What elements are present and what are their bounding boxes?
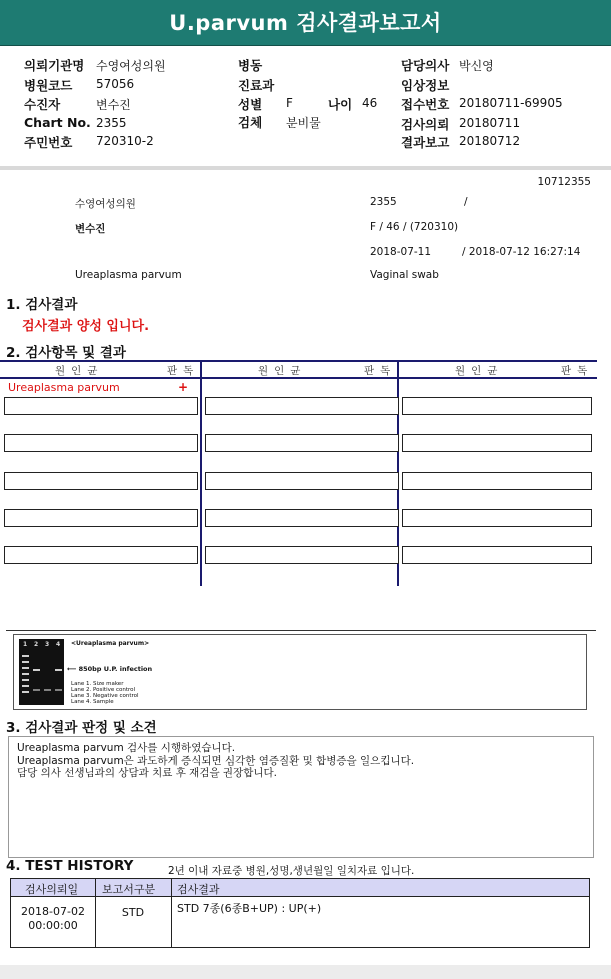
section3-title: 3. 검사결과 판정 및 소견: [6, 720, 157, 736]
document-number: 10712355: [537, 176, 591, 188]
result-cell: [402, 546, 592, 564]
result-cell: [402, 509, 592, 527]
plain-chart: 2355: [370, 196, 397, 208]
result-cell: [205, 434, 399, 452]
result-cell: [402, 397, 592, 415]
result-cell: [4, 546, 198, 564]
col2-cause-header: 원인균: [258, 365, 307, 377]
result-cell: [4, 397, 198, 415]
sample-band: [55, 669, 62, 671]
plain-specimen: Vaginal swab: [370, 269, 439, 281]
result-cell: [205, 509, 399, 527]
id-label: 주민번호: [24, 135, 73, 150]
opinion-line-3: 담당 의사 선생님과의 상담과 치료 후 재검을 권장합니다.: [17, 767, 277, 779]
ladder-band: [22, 655, 29, 657]
result-cell: [4, 472, 198, 490]
opinion-line-1: Ureaplasma parvum 검사를 시행하였습니다.: [17, 742, 236, 754]
history-col-divider: [171, 879, 172, 947]
col3-judge-header: 판독: [561, 365, 594, 377]
history-date: 2018-07-02: [21, 905, 85, 918]
patient-value: 변수진: [96, 98, 131, 112]
col1-cause-header: 원인균: [55, 365, 104, 377]
ladder-band: [22, 679, 29, 681]
patient-label: 수진자: [24, 97, 61, 112]
history-type: STD: [121, 906, 145, 919]
history-time: 00:00:00: [28, 919, 78, 932]
receipt-value: 20180711-69905: [459, 96, 563, 110]
plain-organism: Ureaplasma parvum: [75, 269, 182, 281]
ladder-band: [22, 667, 29, 669]
primer-band: [33, 689, 40, 691]
result-cell: [4, 509, 198, 527]
gel-lane-2-desc: Lane 2. Positive control: [71, 687, 136, 693]
sex-label: 성별: [238, 97, 263, 112]
result-item-sign: +: [178, 380, 189, 394]
col1-judge-header: 판독: [167, 365, 200, 377]
lane-number-2: 2: [34, 641, 39, 648]
ladder-band: [22, 661, 29, 663]
receipt-label: 접수번호: [401, 97, 450, 112]
hospital-value: 수영여성의원: [96, 59, 166, 73]
primer-band: [44, 689, 51, 691]
result-cell: [402, 472, 592, 490]
hospital-label: 의뢰기관명: [24, 58, 85, 73]
header-divider: [0, 166, 611, 170]
section1-title: 1. 검사결과: [6, 297, 78, 313]
gel-lane-3-desc: Lane 3. Negative control: [71, 693, 139, 699]
primer-band: [55, 689, 62, 691]
plain-patient: 변수진: [75, 223, 106, 235]
patient-info: [0, 52, 611, 152]
history-header-date: 검사의뢰일: [25, 883, 79, 896]
plain-slash: /: [464, 196, 468, 208]
result-cell: [402, 434, 592, 452]
gel-arrow-label: ⟵ 850bp U.P. infection: [67, 665, 153, 673]
gel-title: <Ureaplasma parvum>: [71, 640, 150, 647]
lane-number-4: 4: [56, 641, 61, 648]
footer-bar: [0, 965, 611, 979]
history-result: STD 7종(6종B+UP) : UP(+): [177, 902, 322, 915]
report-label: 결과보고: [401, 135, 450, 150]
plain-date-report: / 2018-07-12 16:27:14: [462, 246, 581, 258]
dept-label: 진료과: [238, 78, 275, 93]
plain-sexage: F / 46 / (720310): [370, 221, 459, 233]
result-cell: [205, 546, 399, 564]
specimen-label: 검체: [238, 115, 263, 130]
results-grid-header: [0, 360, 597, 379]
result-cell: [205, 397, 399, 415]
request-value: 20180711: [459, 116, 521, 130]
grid-divider-1: [200, 360, 202, 586]
result-item-name: Ureaplasma parvum: [8, 381, 120, 394]
section4-title: 4. TEST HISTORY: [6, 858, 134, 874]
gel-divider: [6, 630, 596, 631]
code-value: 57056: [96, 77, 135, 91]
ladder-band: [22, 691, 29, 693]
report-title: U.parvum 검사결과보고서: [0, 0, 611, 46]
positive-band: [33, 669, 40, 671]
request-label: 검사의뢰: [401, 117, 450, 132]
gel-figure: [13, 634, 587, 710]
lane-number-1: 1: [23, 641, 28, 648]
age-label: 나이: [328, 97, 353, 112]
col2-judge-header: 판독: [364, 365, 397, 377]
chart-value: 2355: [96, 116, 127, 130]
history-header-row: [11, 879, 589, 897]
gel-lane-1-desc: Lane 1. Size maker: [71, 681, 124, 687]
specimen-value: 분비물: [286, 116, 321, 130]
result-cell: [205, 472, 399, 490]
clinical-label: 임상정보: [401, 78, 450, 93]
history-header-result: 검사결과: [177, 883, 220, 896]
ladder-band: [22, 685, 29, 687]
result-cell: [4, 434, 198, 452]
report-value: 20180712: [459, 134, 521, 148]
chart-label: Chart No.: [24, 115, 91, 130]
plain-date-request: 2018-07-11: [370, 246, 432, 258]
age-value: 46: [362, 96, 378, 110]
doctor-label: 담당의사: [401, 58, 450, 73]
history-header-type: 보고서구분: [102, 883, 156, 896]
section2-title: 2. 검사항목 및 결과: [6, 345, 126, 361]
lane-number-3: 3: [45, 641, 50, 648]
ladder-band: [22, 673, 29, 675]
plain-hospital: 수영여성의원: [75, 198, 136, 210]
gel-lane-4-desc: Lane 4. Sample: [71, 699, 114, 705]
positive-result: 검사결과 양성 입니다.: [22, 319, 150, 334]
code-label: 병원코드: [24, 78, 73, 93]
opinion-box: [8, 736, 594, 858]
ward-label: 병동: [238, 58, 263, 73]
col3-cause-header: 원인균: [455, 365, 504, 377]
id-value: 720310-2: [96, 134, 154, 148]
history-note: 2년 이내 자료중 병원,성명,생년월일 일치자료 입니다.: [168, 865, 415, 877]
gel-image: [19, 639, 64, 705]
sex-value: F: [286, 96, 293, 110]
opinion-line-2: Ureaplasma parvum은 과도하게 증식되면 심각한 염증질환 및 합병증을 일으킵니다.: [17, 754, 415, 767]
history-table: [10, 878, 590, 948]
doctor-value: 박신영: [459, 59, 494, 73]
